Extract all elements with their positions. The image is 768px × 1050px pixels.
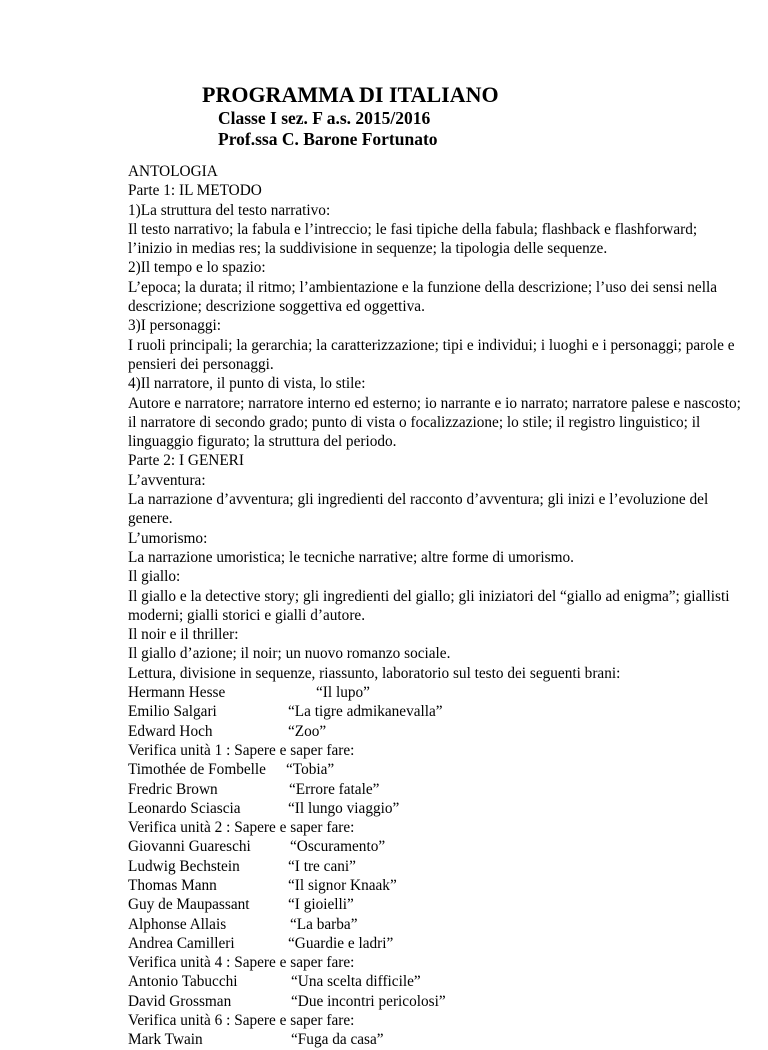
- document-title: PROGRAMMA DI ITALIANO: [202, 82, 499, 107]
- reading-item: [128, 1030, 758, 1049]
- reading-title: “Zoo”: [288, 722, 327, 740]
- text-line: descrizione; descrizione soggettiva ed oggettiva.: [128, 298, 425, 316]
- reading-author: Giovanni Guareschi: [128, 838, 251, 856]
- reading-author: Leonardo Sciascia: [128, 799, 241, 817]
- text-line: l’inizio in medias res; la suddivisione in sequenze; la tipologia delle sequenze.: [128, 240, 608, 258]
- reading-title: “Due incontri pericolosi”: [291, 992, 446, 1010]
- reading-title: “Errore fatale”: [289, 780, 380, 798]
- reading-item: [128, 722, 758, 741]
- text-line: L’epoca; la durata; il ritmo; l’ambientazione e la funzione della descrizione; l’uso dei sensi nella: [128, 278, 717, 296]
- text-line: pensieri dei personaggi.: [128, 355, 274, 373]
- reading-title: “La barba”: [290, 915, 358, 933]
- text-line: La narrazione umoristica; le tecniche narrative; altre forme di umorismo.: [128, 548, 574, 566]
- reading-author: Mark Twain: [128, 1031, 203, 1049]
- reading-title: “La tigre admikanevalla”: [288, 703, 443, 721]
- reading-title: “I gioielli”: [288, 896, 354, 914]
- reading-item: [128, 1011, 758, 1030]
- text-line: Lettura, divisione in sequenze, riassunto, laboratorio sul testo dei seguenti brani:: [128, 664, 621, 682]
- reading-item: [128, 895, 758, 914]
- reading-title: “Fuga da casa”: [291, 1031, 384, 1049]
- text-line: Parte 1: IL METODO: [128, 182, 262, 200]
- reading-item: [128, 972, 758, 991]
- reading-item: [128, 683, 758, 702]
- reading-title: “Guardie e ladri”: [288, 934, 394, 952]
- text-line: Il testo narrativo; la fabula e l’intreccio; le fasi tipiche della fabula; flashback e flashforward;: [128, 220, 698, 238]
- reading-item: [128, 934, 758, 953]
- reading-author: Guy de Maupassant: [128, 896, 250, 914]
- reading-author: Ludwig Bechstein: [128, 857, 240, 875]
- reading-author: Alphonse Allais: [128, 915, 227, 933]
- text-line: Il giallo e la detective story; gli ingredienti del giallo; gli iniziatori del “giallo ad enigma”; giallisti: [128, 587, 730, 605]
- reading-title: “Una scelta difficile”: [291, 973, 421, 991]
- reading-title: “I tre cani”: [288, 857, 356, 875]
- reading-item: [128, 760, 758, 779]
- reading-item: [128, 780, 758, 799]
- reading-item: [128, 741, 758, 760]
- reading-item: [128, 818, 758, 837]
- reading-author: Verifica unità 6 : Sapere e saper fare:: [128, 1012, 355, 1030]
- reading-item: [128, 992, 758, 1011]
- reading-author: Timothée de Fombelle: [128, 761, 266, 779]
- reading-author: Hermann Hesse: [128, 684, 226, 702]
- reading-author: Edward Hoch: [128, 722, 213, 740]
- reading-author: Fredric Brown: [128, 780, 218, 798]
- reading-author: Antonio Tabucchi: [128, 973, 238, 991]
- text-line: linguaggio figurato; la struttura del periodo.: [128, 433, 397, 451]
- text-line: Autore e narratore; narratore interno ed esterno; io narrante e io narrato; narratore palese e nascosto;: [128, 394, 741, 412]
- text-line: Il noir e il thriller:: [128, 626, 239, 644]
- reading-title: “Oscuramento”: [290, 838, 386, 856]
- reading-author: Emilio Salgari: [128, 703, 217, 721]
- text-line: 1)La struttura del testo narrativo:: [128, 201, 331, 219]
- text-line: I ruoli principali; la gerarchia; la caratterizzazione; tipi e individui; i luoghi e i personaggi; parole e: [128, 336, 735, 354]
- reading-item: [128, 876, 758, 895]
- reading-author: Thomas Mann: [128, 876, 217, 894]
- reading-author: Verifica unità 2 : Sapere e saper fare:: [128, 819, 355, 837]
- text-line: Parte 2: I GENERI: [128, 452, 244, 470]
- reading-item: [128, 915, 758, 934]
- reading-title: “Il lungo viaggio”: [288, 799, 400, 817]
- text-line: 2)Il tempo e lo spazio:: [128, 259, 266, 277]
- syllabus-text: [128, 162, 758, 683]
- teacher-line: Prof.ssa C. Barone Fortunato: [218, 129, 438, 149]
- reading-author: Andrea Camilleri: [128, 934, 235, 952]
- reading-title: “Il lupo”: [316, 684, 370, 702]
- reading-item: [128, 857, 758, 876]
- text-line: il narratore di secondo grado; punto di vista o focalizzazione; lo stile; il registro linguistico; il: [128, 413, 701, 431]
- text-line: L’avventura:: [128, 471, 206, 489]
- reading-title: “Tobia”: [286, 761, 335, 779]
- reading-item: [128, 799, 758, 818]
- text-line: L’umorismo:: [128, 529, 208, 547]
- text-line: Il giallo:: [128, 568, 181, 586]
- text-line: ANTOLOGIA: [128, 163, 218, 180]
- text-line: 4)Il narratore, il punto di vista, lo stile:: [128, 375, 366, 393]
- reading-author: Verifica unità 4 : Sapere e saper fare:: [128, 954, 355, 972]
- text-line: 3)I personaggi:: [128, 317, 222, 335]
- reading-author: David Grossman: [128, 992, 232, 1010]
- class-line: Classe I sez. F a.s. 2015/2016: [218, 108, 431, 128]
- reading-item: [128, 837, 758, 856]
- text-line: moderni; gialli storici e gialli d’autore.: [128, 606, 366, 624]
- text-line: La narrazione d’avventura; gli ingredienti del racconto d’avventura; gli inizi e l’evoluzione del: [128, 491, 709, 509]
- reading-list: [128, 683, 758, 1050]
- reading-title: “Il signor Knaak”: [288, 876, 397, 894]
- text-line: genere.: [128, 510, 173, 528]
- text-line: Il giallo d’azione; il noir; un nuovo romanzo sociale.: [128, 645, 451, 663]
- reading-author: Verifica unità 1 : Sapere e saper fare:: [128, 741, 355, 759]
- reading-item: [128, 702, 758, 721]
- reading-item: [128, 953, 758, 972]
- document-body: [128, 162, 758, 1050]
